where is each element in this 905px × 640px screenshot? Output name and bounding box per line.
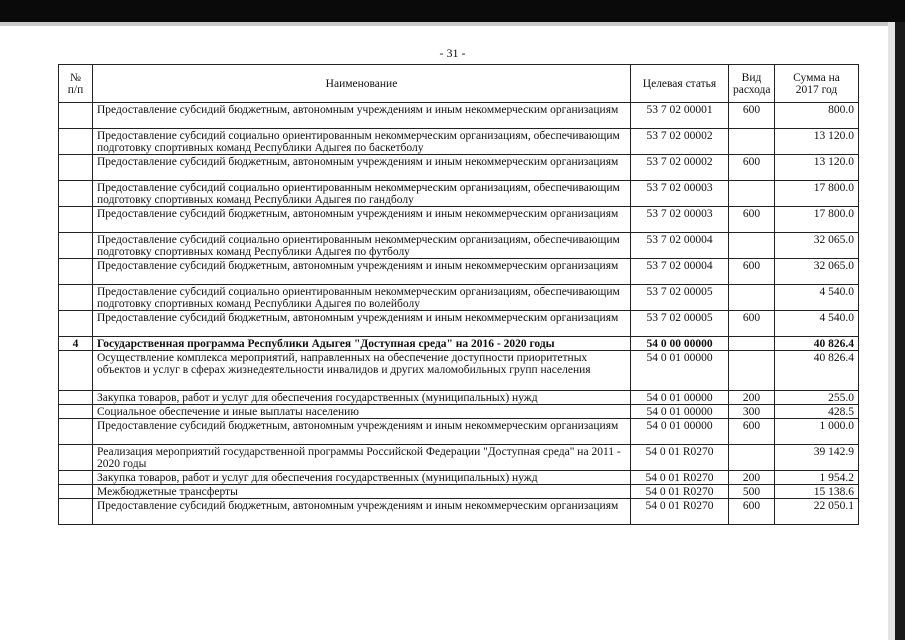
budget-table (58, 64, 859, 525)
row-expense-type: 600 (729, 207, 775, 233)
row-number (59, 155, 93, 181)
table-row (59, 311, 859, 337)
page-number: - 31 - (439, 46, 466, 60)
row-amount: 32 065.0 (775, 233, 859, 259)
header-type (729, 65, 775, 103)
table-row (59, 103, 859, 129)
row-number (59, 311, 93, 337)
row-number (59, 259, 93, 285)
row-number (59, 181, 93, 207)
table-row (59, 445, 859, 471)
row-number (59, 129, 93, 155)
row-target-code: 54 0 01 00000 (631, 351, 729, 391)
row-number (59, 471, 93, 485)
row-expense-type: 500 (729, 485, 775, 499)
header-name: Наименование (93, 65, 631, 103)
table-row (59, 259, 859, 285)
row-target-code: 53 7 02 00005 (631, 285, 729, 311)
scan-top-border (0, 0, 905, 22)
row-expense-type: 300 (729, 405, 775, 419)
row-target-code: 54 0 01 R0270 (631, 499, 729, 525)
row-name: Закупка товаров, работ и услуг для обеспечения государственных (муниципальных) нужд (93, 471, 631, 485)
row-number (59, 207, 93, 233)
row-number (59, 405, 93, 419)
row-expense-type: 600 (729, 103, 775, 129)
row-amount: 17 800.0 (775, 207, 859, 233)
row-name: Предоставление субсидий бюджетным, автономным учреждениям и иным некоммерческим организациям (93, 311, 631, 337)
row-name: Реализация мероприятий государственной программы Российской Федерации "Доступная среда" на 2011 - 2020 годы (93, 445, 631, 471)
row-target-code: 53 7 02 00005 (631, 311, 729, 337)
row-target-code: 54 0 01 R0270 (631, 471, 729, 485)
table-body (59, 103, 859, 525)
row-amount: 22 050.1 (775, 499, 859, 525)
scan-top-shadow (0, 22, 905, 26)
row-target-code: 53 7 02 00004 (631, 233, 729, 259)
row-expense-type (729, 181, 775, 207)
row-target-code: 54 0 01 00000 (631, 419, 729, 445)
header-num (59, 65, 93, 103)
table-row (59, 155, 859, 181)
row-expense-type (729, 129, 775, 155)
table-row (59, 351, 859, 391)
row-amount: 17 800.0 (775, 181, 859, 207)
row-number (59, 391, 93, 405)
row-amount: 40 826.4 (775, 337, 859, 351)
row-target-code: 54 0 01 R0270 (631, 485, 729, 499)
row-expense-type: 600 (729, 311, 775, 337)
row-expense-type: 600 (729, 259, 775, 285)
row-number (59, 285, 93, 311)
row-expense-type: 600 (729, 419, 775, 445)
row-amount: 39 142.9 (775, 445, 859, 471)
row-target-code: 54 0 01 00000 (631, 405, 729, 419)
row-target-code: 53 7 02 00002 (631, 129, 729, 155)
row-amount: 4 540.0 (775, 311, 859, 337)
row-name: Предоставление субсидий бюджетным, автономным учреждениям и иным некоммерческим организациям (93, 499, 631, 525)
row-name: Предоставление субсидий социально ориентированным некоммерческим организациям, обеспечивающим подготовку спортивных команд Республики Адыгея по баскетболу (93, 129, 631, 155)
row-number (59, 351, 93, 391)
table-row (59, 391, 859, 405)
header-code: Целевая статья (631, 65, 729, 103)
row-expense-type (729, 351, 775, 391)
scan-right-shadow (888, 22, 895, 640)
header-num-line2: п/п (67, 84, 84, 96)
row-amount: 428.5 (775, 405, 859, 419)
row-amount: 13 120.0 (775, 129, 859, 155)
header-sum-line1: Сумма на (793, 72, 840, 84)
table-row (59, 233, 859, 259)
table-row (59, 485, 859, 499)
row-expense-type: 600 (729, 155, 775, 181)
row-target-code: 54 0 01 R0270 (631, 445, 729, 471)
row-amount: 32 065.0 (775, 259, 859, 285)
row-target-code: 54 0 01 00000 (631, 391, 729, 405)
row-name: Предоставление субсидий бюджетным, автономным учреждениям и иным некоммерческим организациям (93, 419, 631, 445)
table-row (59, 499, 859, 525)
row-expense-type: 600 (729, 499, 775, 525)
header-type-line1: Вид (741, 72, 762, 84)
row-target-code: 53 7 02 00003 (631, 181, 729, 207)
table-row (59, 181, 859, 207)
table-row (59, 405, 859, 419)
row-expense-type (729, 233, 775, 259)
table-row (59, 419, 859, 445)
table-row (59, 285, 859, 311)
table-row (59, 471, 859, 485)
row-name: Предоставление субсидий бюджетным, автономным учреждениям и иным некоммерческим организациям (93, 103, 631, 129)
row-target-code: 54 0 00 00000 (631, 337, 729, 351)
row-name: Предоставление субсидий социально ориентированным некоммерческим организациям, обеспечивающим подготовку спортивных команд Республики Адыгея по гандболу (93, 181, 631, 207)
row-number (59, 233, 93, 259)
row-expense-type: 200 (729, 391, 775, 405)
row-expense-type (729, 285, 775, 311)
row-target-code: 53 7 02 00004 (631, 259, 729, 285)
row-name: Предоставление субсидий социально ориентированным некоммерческим организациям, обеспечивающим подготовку спортивных команд Республики Адыгея по волейболу (93, 285, 631, 311)
row-name: Предоставление субсидий бюджетным, автономным учреждениям и иным некоммерческим организациям (93, 207, 631, 233)
header-type-line2: расхода (733, 84, 771, 96)
row-amount: 255.0 (775, 391, 859, 405)
header-num-line1: № (70, 72, 81, 84)
row-amount: 15 138.6 (775, 485, 859, 499)
row-expense-type: 200 (729, 471, 775, 485)
row-number (59, 485, 93, 499)
row-name: Осуществление комплекса мероприятий, направленных на обеспечение доступности приоритетных объектов и услуг в сферах жизнедеятельности инвалидов и других маломобильных групп населения (93, 351, 631, 391)
row-amount: 40 826.4 (775, 351, 859, 391)
row-expense-type (729, 445, 775, 471)
row-number (59, 499, 93, 525)
row-name: Закупка товаров, работ и услуг для обеспечения государственных (муниципальных) нужд (93, 391, 631, 405)
row-number (59, 419, 93, 445)
table-header-row (59, 65, 859, 103)
row-amount: 1 000.0 (775, 419, 859, 445)
row-number (59, 445, 93, 471)
row-name: Социальное обеспечение и иные выплаты населению (93, 405, 631, 419)
header-sum-line2: 2017 год (795, 84, 838, 96)
row-name: Государственная программа Республики Адыгея "Доступная среда" на 2016 - 2020 годы (93, 337, 631, 351)
row-name: Предоставление субсидий бюджетным, автономным учреждениям и иным некоммерческим организациям (93, 155, 631, 181)
row-number (59, 103, 93, 129)
row-amount: 1 954.2 (775, 471, 859, 485)
row-name: Предоставление субсидий бюджетным, автономным учреждениям и иным некоммерческим организациям (93, 259, 631, 285)
row-target-code: 53 7 02 00001 (631, 103, 729, 129)
table-row (59, 337, 859, 351)
row-name: Межбюджетные трансферты (93, 485, 631, 499)
table-row (59, 129, 859, 155)
table-row (59, 207, 859, 233)
row-expense-type (729, 337, 775, 351)
row-number: 4 (59, 337, 93, 351)
row-amount: 4 540.0 (775, 285, 859, 311)
header-sum (775, 65, 859, 103)
row-amount: 800.0 (775, 103, 859, 129)
row-target-code: 53 7 02 00002 (631, 155, 729, 181)
scan-right-border (895, 22, 905, 640)
row-name: Предоставление субсидий социально ориентированным некоммерческим организациям, обеспечивающим подготовку спортивных команд Республики Адыгея по футболу (93, 233, 631, 259)
row-amount: 13 120.0 (775, 155, 859, 181)
row-target-code: 53 7 02 00003 (631, 207, 729, 233)
